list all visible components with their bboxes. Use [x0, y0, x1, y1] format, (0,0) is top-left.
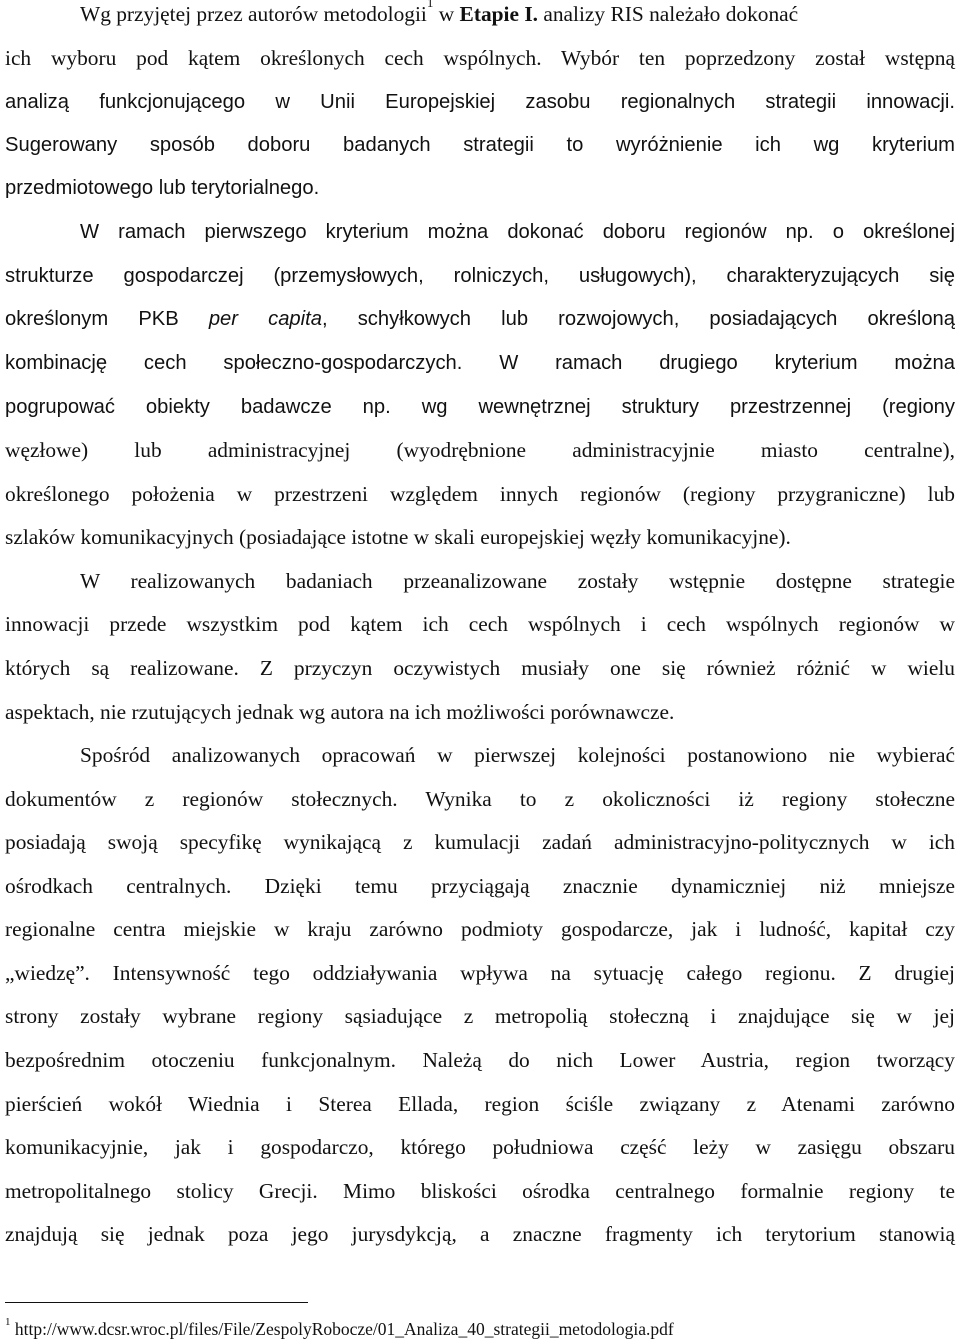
p4-line-9: pierścień wokół Wiednia i Sterea Ellada, region ściśle związany z Atenami zarówno: [5, 1092, 955, 1116]
etap-bold: Etapie I.: [459, 2, 538, 26]
p1-text: analizy RIS należało dokonać: [538, 2, 799, 26]
p2-text: określonym PKB: [5, 308, 209, 330]
p2-line-5: pogrupować obiekty badawcze np. wg wewnętrznej struktury przestrzennej (regiony: [5, 396, 955, 418]
p4-line-4: ośrodkach centralnych. Dzięki temu przyciągają znacznie dynamiczniej niż mniejsze: [5, 874, 955, 898]
p4-line-10: komunikacyjnie, jak i gospodarczo, którego południowa część leży w zasięgu obszaru: [5, 1135, 955, 1159]
footnote: [5, 1318, 674, 1340]
p1-text: Wg przyjętej przez autorów metodologii: [80, 2, 427, 26]
p1-line-3: analizą funkcjonującego w Unii Europejskiej zasobu regionalnych strategii innowacji.: [5, 91, 955, 113]
p4-line-11: metropolitalnego stolicy Grecji. Mimo bliskości ośrodka centralnego formalnie regiony te: [5, 1179, 955, 1203]
p1-line-2: ich wyboru pod kątem określonych cech wspólnych. Wybór ten poprzedzony został wstępną: [5, 46, 955, 70]
p1-line-1: [80, 0, 955, 28]
p1-line-5: przedmiotowego lub terytorialnego.: [5, 177, 320, 199]
p4-line-5: regionalne centra miejskie w kraju zarówno podmioty gospodarcze, jak i ludność, kapitał czy: [5, 917, 955, 941]
p4-line-1: Spośród analizowanych opracowań w pierwszej kolejności postanowiono nie wybierać: [80, 743, 955, 767]
p4-line-6: „wiedzę”. Intensywność tego oddziaływania wpływa na sytuację całego regionu. Z drugiej: [5, 961, 955, 985]
p4-line-12: znajdują się jednak poza jego jurysdykcją, a znaczne fragmenty ich terytorium stanowią: [5, 1222, 955, 1246]
footnote-url-link[interactable]: http://www.dcsr.wroc.pl/files/File/ZespolyRobocze/01_Analiza_40_strategii_metodologia.pdf: [10, 1319, 674, 1339]
p4-line-7: strony zostały wybrane regiony sąsiadujące z metropolią stołeczną i znajdujące się w jej: [5, 1004, 955, 1028]
p2-line-2: strukturze gospodarczej (przemysłowych, rolniczych, usługowych), charakteryzujących się: [5, 265, 955, 287]
p4-line-2: dokumentów z regionów stołecznych. Wynika to z okoliczności iż regiony stołeczne: [5, 787, 955, 811]
p2-line-8: szlaków komunikacyjnych (posiadające istotne w skali europejskiej węzły komunikacyjne).: [5, 525, 791, 549]
footnote-ref-1[interactable]: 1: [426, 0, 434, 10]
p2-text: , schyłkowych lub rozwojowych, posiadających określoną: [321, 308, 955, 330]
p2-line-1: W ramach pierwszego kryterium można dokonać doboru regionów np. o określonej: [80, 221, 955, 243]
p1-text: w: [433, 2, 460, 26]
p1-line-4: Sugerowany sposób doboru badanych strategii to wyróżnienie ich wg kryterium: [5, 134, 955, 156]
p2-line-4: kombinację cech społeczno-gospodarczych. W ramach drugiego kryterium można: [5, 352, 955, 374]
p3-line-3: których są realizowane. Z przyczyn oczywistych musiały one się również różnić w wielu: [5, 656, 955, 680]
p2-line-3: [5, 305, 955, 333]
p3-line-4: aspektach, nie rzutujących jednak wg autora na ich możliwości porównawcze.: [5, 700, 675, 724]
p3-line-1: W realizowanych badaniach przeanalizowane zostały wstępnie dostępne strategie: [80, 569, 955, 593]
footnote-separator: [5, 1302, 308, 1303]
p3-line-2: innowacji przede wszystkim pod kątem ich cech wspólnych i cech wspólnych regionów w: [5, 612, 955, 636]
per-capita-italic: per capita: [208, 308, 322, 330]
footnote-marker: 1: [5, 1316, 11, 1328]
p2-line-6: węzłowe) lub administracyjnej (wyodrębnione administracyjnie miasto centralne),: [5, 438, 955, 462]
p2-line-7: określonego położenia w przestrzeni względem innych regionów (regiony przygraniczne) lub: [5, 482, 955, 506]
p4-line-8: bezpośrednim otoczeniu funkcjonalnym. Należą do nich Lower Austria, region tworzący: [5, 1048, 955, 1072]
p4-line-3: posiadają swoją specyfikę wynikającą z kumulacji zadań administracyjno-politycznych w ich: [5, 830, 955, 854]
